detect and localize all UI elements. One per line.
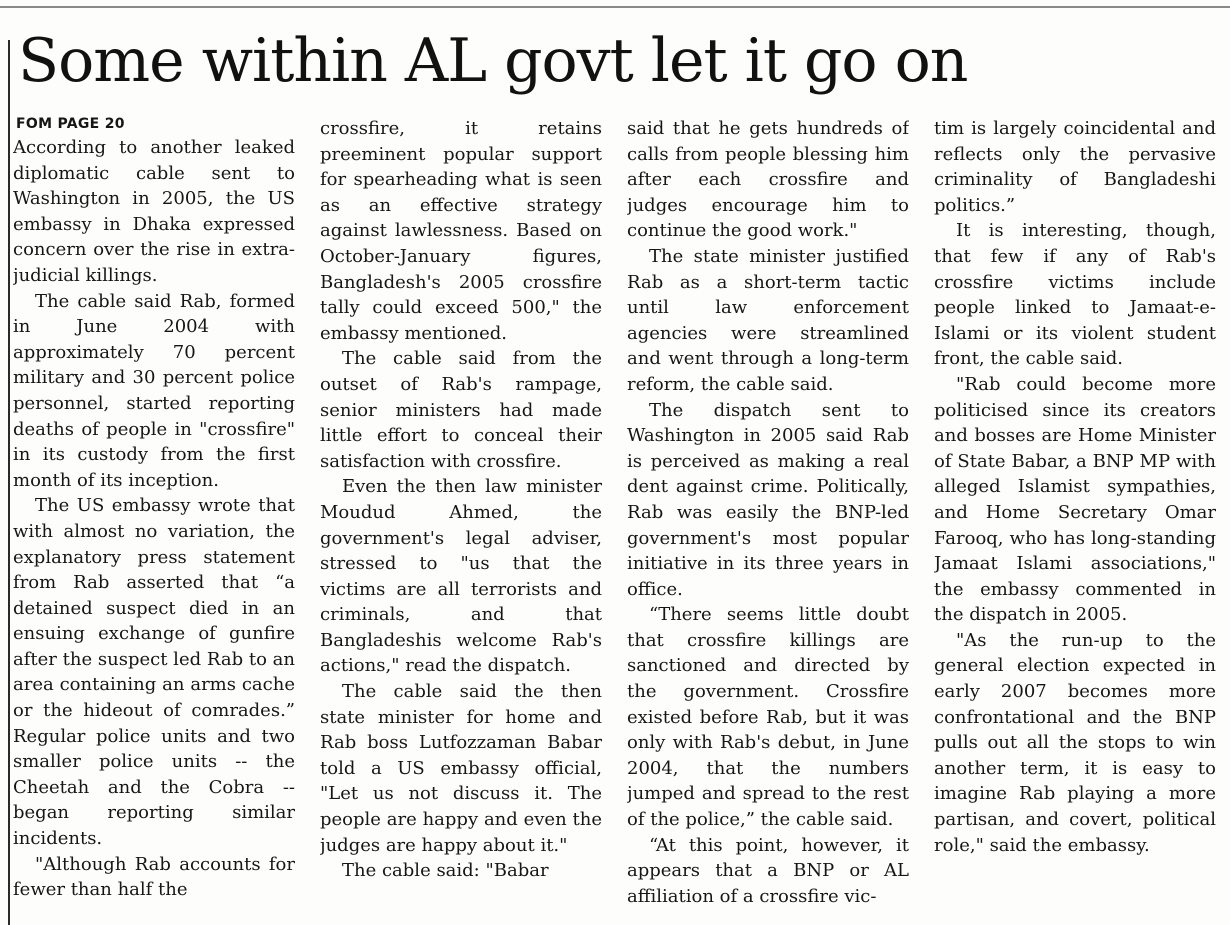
paragraph: "As the run-up to the general election expected in early 2007 becomes more confrontational and the BNP pulls out all the stops to win another term, it is easy to imagine Rab playing a more partisan, and covert, political role," said the embassy. bbox=[934, 629, 1216, 856]
paragraph: It is interesting, though, that few if any of Rab's crossfire victims include people linked to Jamaat-e-Islami or its violent student front, the cable said. bbox=[934, 220, 1216, 370]
article-column-2 bbox=[320, 116, 602, 922]
continuation-kicker: FOM PAGE 20 bbox=[16, 116, 125, 132]
paragraph: tim is largely coincidental and reflects only the pervasive criminality of Bangladeshi politics.” bbox=[934, 118, 1216, 216]
paragraph: crossfire, it retains preeminent popular support for spearheading what is seen as an effective strategy against lawlessness. Based on October-January figures, Bangladesh's 2005 crossfire tally could exceed 500," the embassy mentioned. bbox=[320, 118, 602, 344]
paragraph: The dispatch sent to Washington in 2005 said Rab is perceived as making a real dent against crime. Politically, Rab was easily the BNP-led government's most popular initiative in its three years in office. bbox=[627, 399, 909, 600]
top-rule bbox=[0, 6, 1230, 8]
paragraph: The cable said the then state minister for home and Rab boss Lutfozzaman Babar told a US embassy official, "Let us not discuss it. The people are happy and even the judges are happy about it." bbox=[320, 681, 602, 856]
paragraph: said that he gets hundreds of calls from people blessing him after each crossfire and judges encourage him to continue the good work." bbox=[627, 118, 909, 242]
paragraph: The cable said: "Babar bbox=[342, 860, 549, 882]
paragraph: The state minister justified Rab as a short-term tactic until law enforcement agencies were streamlined and went through a long-term reform, the cable said. bbox=[627, 245, 909, 395]
paragraph: "Although Rab accounts for fewer than half the bbox=[13, 853, 295, 901]
article-column-4 bbox=[934, 116, 1216, 922]
paragraph: "Rab could become more politicised since its creators and bosses are Home Minister of State Babar, a BNP MP with alleged Islamist sympathies, and Home Secretary Omar Farooq, who has long-standing Jamaat Islami associations," the embassy commented in the dispatch in 2005. bbox=[934, 373, 1216, 626]
paragraph: The US embassy wrote that with almost no variation, the explanatory press statement from Rab asserted that “a detained suspect died in an ensuing exchange of gunfire after the suspect led Rab to an area containing an arms cache or the hideout of comrades.” Regular police units and two smaller police units -- the Cheetah and the Cobra -- began reporting similar incidents. bbox=[13, 495, 295, 850]
paragraph: According to another leaked diplomatic cable sent to Washington in 2005, the US embassy in Dhaka expressed concern over the rise in extra-judicial killings. bbox=[13, 137, 295, 286]
headline: Some within AL govt let it go on bbox=[18, 26, 968, 96]
paragraph: The cable said from the outset of Rab's rampage, senior ministers had made little effort to conceal their satisfaction with crossfire. bbox=[320, 348, 602, 472]
paragraph: “At this point, however, it appears that a BNP or AL affiliation of a crossfire vic- bbox=[627, 834, 909, 907]
left-rule bbox=[8, 40, 10, 925]
article-column-1 bbox=[13, 135, 295, 923]
paragraph: Even the then law minister Moudud Ahmed, the government's legal adviser, stressed to "us that the victims are all terrorists and criminals, and that Bangladeshis welcome Rab's actions," read the dispatch. bbox=[320, 476, 602, 677]
paragraph: “There seems little doubt that crossfire killings are sanctioned and directed by the government. Crossfire existed before Rab, but it was only with Rab's debut, in June 2004, that the numbers jumped and spread to the rest of the police,” the cable said. bbox=[627, 604, 909, 831]
paragraph: The cable said Rab, formed in June 2004 with approximately 70 percent military and 30 percent police personnel, started reporting deaths of people in "crossfire" in its custody from the first month of its inception. bbox=[13, 290, 295, 491]
article-column-3 bbox=[627, 116, 909, 922]
